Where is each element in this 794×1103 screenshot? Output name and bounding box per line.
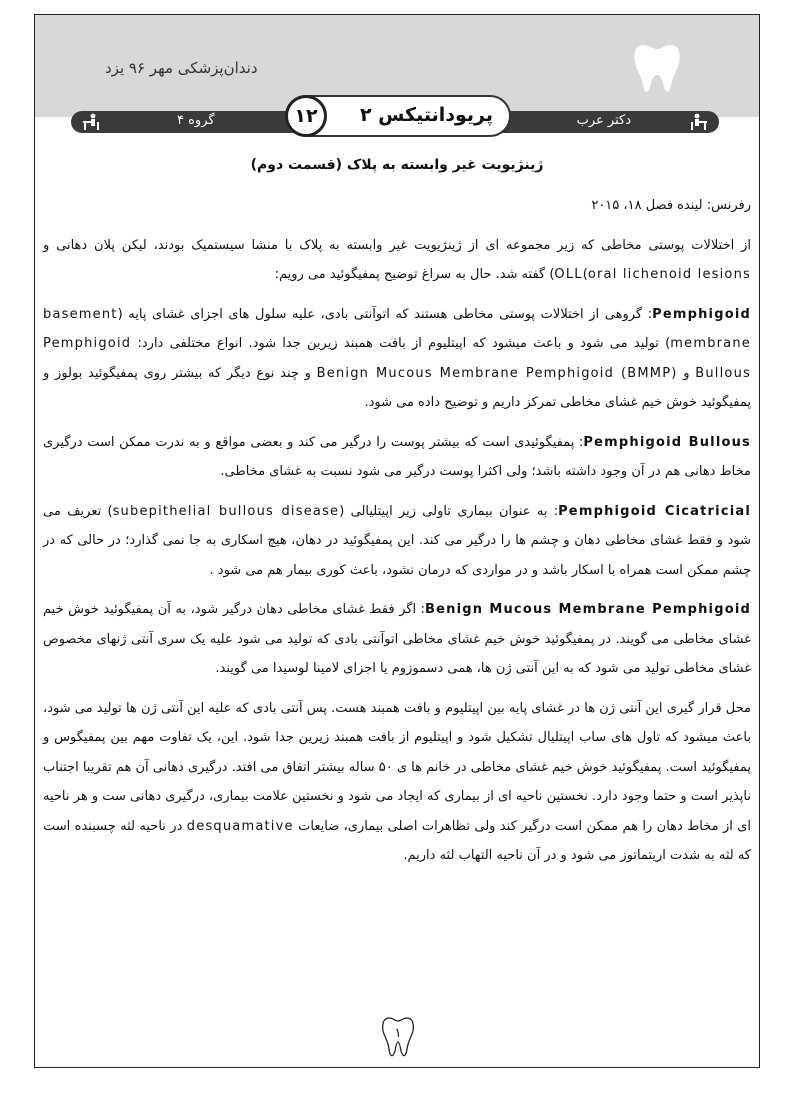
course-title: پریودانتیکس ۲	[359, 104, 493, 126]
tooth-logo-icon	[633, 41, 681, 95]
group-label: گروه ۴	[177, 113, 215, 128]
term: Pemphigoid Cicatricial	[558, 503, 752, 519]
course-title-box	[285, 95, 511, 137]
term: Pemphigoid	[652, 306, 751, 322]
reference-line: رفرنس: لینده فصل ۱۸، ۲۰۱۵	[591, 198, 751, 213]
session-number: ۱۲	[285, 95, 327, 137]
lecturer-icon	[689, 113, 709, 131]
paragraph: Pemphigoid Cicatricial: به عنوان بیماری تاولی زیر اپیتلیالی (subepithelial bullous disease) تعریف می شود و فقط غشای مخاطی دهان و چشم ها را درگیر می کند. این پمفیگوئید در دهان، هیچ اسکاری به جا نمی گذارد؛ در حالی که در چشم ممکن است همراه با اسکار باشد و در مواردی که درمان نشود، باعث کوری بیمار هم می شود .	[43, 503, 752, 578]
paragraph: Pemphigoid: گروهی از اختلالات پوستی مخاطی هستند که اتوآنتی بادی، علیه سلول های اجزای غشای پایه (basement membrane) تولید می شود و باعث میشود که اپیتلیوم از بافت همبند زیرین جدا شود. انواع مختلفی دارد: Pemphigoid Bullous و Benign Mucous Membrane Pemphigoid (BMMP) و چند نوع دیگر که بیشتر روی پمفیگوئید بولوز و پمفیگوئید خوش خیم غشای مخاطی تمرکز داریم و توضیح داده می شود.	[43, 306, 751, 410]
term: Pemphigoid Bullous	[583, 434, 751, 450]
lecturer-icon	[81, 113, 101, 131]
instructor-name: دکتر عرب	[576, 113, 631, 128]
page-frame	[34, 14, 760, 1068]
course-info: دندان‌پزشکی مهر ۹۶ یزد	[105, 59, 258, 77]
term: Benign Mucous Membrane Pemphigoid	[425, 602, 751, 617]
paragraph: محل قرار گیری این آنتی ژن ها در غشای پایه بین اپیتلیوم و بافت همبند هست. پس آنتی بادی که علیه این آنتی ژن ها تولید می شود، باعث میشود که تاول های ساب اپیتلیال تشکیل شود و اپیتلیوم از بافت همبند زیرین جدا شود. این، یک تفاوت مهم بین پمفیگوس و پمفیگوئید است. پمفیگوئید خوش خیم غشای مخاطی در خانم ها ی ۵۰ ساله بیشتر اتفاق می افتد. درگیری دهانی آن هم تقریبا اجتناب ناپذیر است و حتما وجود دارد. نخستین ناحیه ای از بیماری که ایجاد می شود و نخستین علامت بیماری، درگیری دهانی ست و هر ناحیه ای از مخاط دهان را هم ممکن است درگیر کند ولی تظاهرات اصلی بیماری، ضایعات desquamative در ناحیه لثه چسبنده است که لثه به شدت اریتماتوز می شود و در آن ناحیه التهاب لثه داریم.	[43, 700, 752, 863]
paragraph: از اختلالات پوستی مخاطی که زیر مجموعه ای از ژینژیویت غیر وابسته به پلاک با منشا سیستمیک بودند، لیکن پلان دهانی و OLL(oral lichenoid lesions) گفته شد. حال به سراغ توضیح پمفیگوئید می رویم:	[43, 237, 751, 282]
document-body	[43, 191, 751, 881]
page-number-tooth-icon	[382, 1015, 414, 1059]
paragraph: Pemphigoid Bullous: پمفیگوئیدی است که بیشتر پوست را درگیر می کند و بعضی مواقع و به ندرت ممکن است درگیری مخاط دهانی هم در آن وجود داشته باشد؛ ولی اکثرا پوست درگیر می شود نسبت به غشای مخاطی.	[43, 434, 751, 479]
page-number: ۱	[394, 1026, 402, 1041]
page-subtitle: ژینژیویت غیر وابسته به پلاک (قسمت دوم)	[250, 157, 544, 173]
paragraph: Benign Mucous Membrane Pemphigoid: اگر فقط غشای مخاطی دهان درگیر شود، به آن پمفیگوئید خوش خیم غشای مخاطی می گویند. در پمفیگوئید خوش خیم غشای مخاطی اتوآنتی بادی که تولید می شود علیه یک سری آنتی ژنهای مخصوص غشای مخاطی تولید می شود که به این آنتی ژن ها، همی دسموزوم یا اجزای لامینا لوسیدا می گویند.	[43, 602, 751, 676]
